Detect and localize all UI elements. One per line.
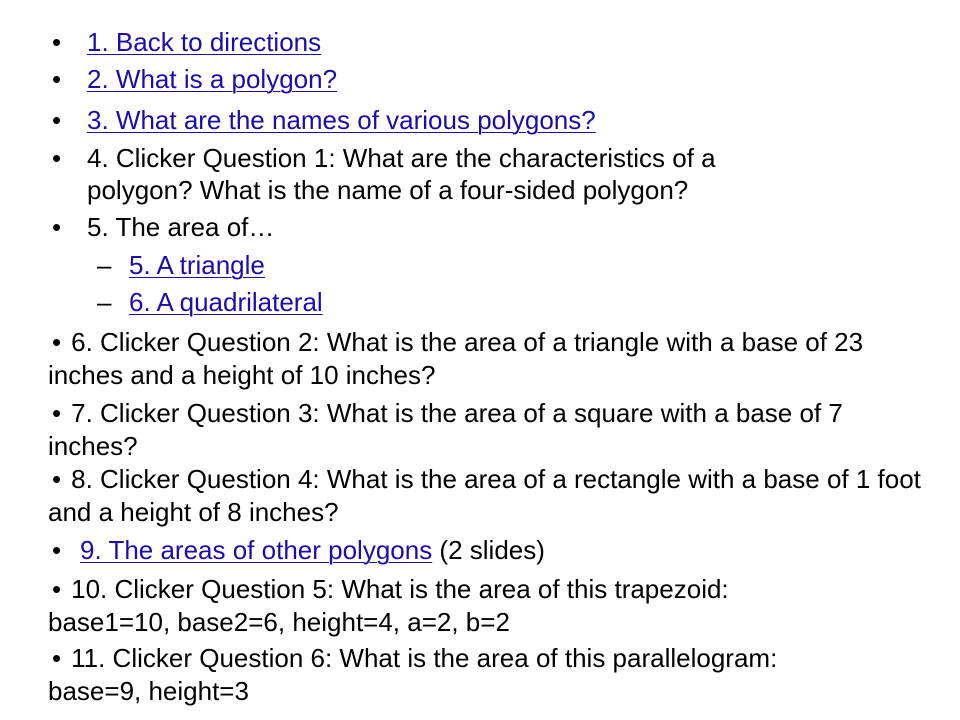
bullet-icon: • — [52, 643, 62, 673]
item-suffix: (2 slides) — [432, 535, 545, 565]
bullet-icon: • — [52, 64, 62, 94]
item-text-line-1: 4. Clicker Question 1: What are the characteristics of a — [87, 143, 716, 173]
link-what-is-a-polygon[interactable]: 2. What is a polygon? — [87, 64, 338, 94]
bullet-icon: • — [52, 535, 62, 565]
list-item — [48, 397, 928, 463]
link-back-to-directions[interactable]: 1. Back to directions — [87, 27, 322, 57]
item-text-line-1: 11. Clicker Question 6: What is the area of this parallelogram: — [71, 643, 778, 673]
list-item — [48, 463, 928, 529]
list-item — [48, 326, 928, 392]
link-areas-of-other-polygons[interactable]: 9. The areas of other polygons — [80, 535, 433, 565]
item-text-line-2: base=9, height=3 — [48, 676, 249, 706]
bullet-icon: • — [52, 464, 62, 494]
bullet-icon: • — [52, 398, 62, 428]
item-text: 7. Clicker Question 3: What is the area of a square with a base of 7 inches? — [48, 398, 843, 461]
dash-icon: – — [97, 287, 112, 317]
item-text: 5. The area of… — [87, 212, 275, 242]
link-names-of-polygons[interactable]: 3. What are the names of various polygons? — [87, 105, 596, 135]
item-text-line-1: 10. Clicker Question 5: What is the area of this trapezoid: — [71, 574, 729, 604]
bullet-icon: • — [52, 212, 62, 242]
bullet-icon: • — [52, 27, 62, 57]
dash-icon: – — [97, 250, 112, 280]
bullet-icon: • — [52, 327, 62, 357]
item-text: 6. Clicker Question 2: What is the area of a triangle with a base of 23 inches and a height of 10 inches? — [48, 327, 864, 390]
list-item — [48, 642, 928, 708]
link-a-quadrilateral[interactable]: 6. A quadrilateral — [129, 287, 323, 317]
bullet-icon: • — [52, 143, 62, 173]
list-item — [48, 573, 928, 639]
link-a-triangle[interactable]: 5. A triangle — [129, 250, 265, 280]
item-text-line-2: polygon? What is the name of a four-sided polygon? — [87, 175, 689, 205]
item-text: 8. Clicker Question 4: What is the area of a rectangle with a base of 1 foot and a height of 8 inches? — [48, 464, 921, 527]
bullet-icon: • — [52, 105, 62, 135]
item-text-line-2: base1=10, base2=6, height=4, a=2, b=2 — [48, 607, 510, 637]
bullet-icon: • — [52, 574, 62, 604]
